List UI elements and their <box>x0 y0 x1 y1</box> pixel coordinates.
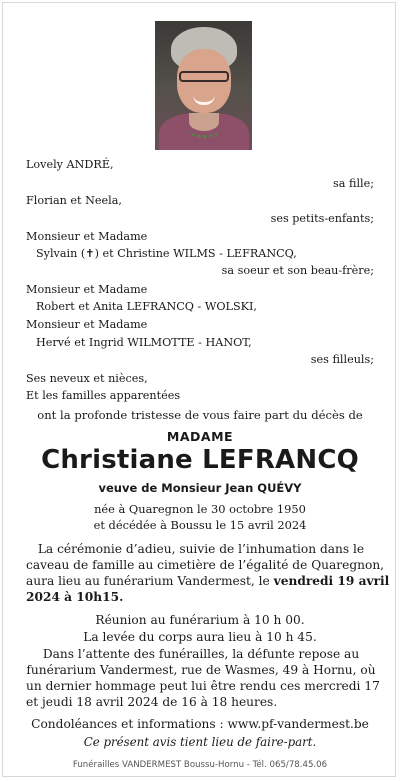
funeral-home-footer: Funérailles VANDERMEST Boussu-Hornu - Tél. 065/78.45.06 <box>72 760 328 770</box>
ceremony-date: vendredi 19 avril <box>273 574 390 588</box>
ceremony-line-2: caveau de famille au cimetière de l’égalité de Quaregnon, <box>26 558 385 572</box>
ceremony-line-1: La cérémonie d’adieu, suivie de l’inhumation dans le <box>37 542 365 556</box>
family-line-3: Florian et Neela, <box>26 194 122 207</box>
honorific: MADAME <box>166 429 234 444</box>
notice-text: Ce présent avis tient lieu de faire-part. <box>83 735 317 749</box>
family-line-10: Monsieur et Madame <box>26 318 148 331</box>
ceremony-paragraph <box>26 541 390 605</box>
condolences-text: Condoléances et informations : www.pf-vandermest.be <box>31 717 369 731</box>
ceremony-line-3 <box>26 573 390 589</box>
photo-necklace <box>187 121 221 138</box>
announcement-text: ont la profonde tristesse de vous faire part du décès de <box>37 408 363 422</box>
family-line-13: Ses neveux et nièces, <box>26 372 148 385</box>
family-line-12: ses filleuls; <box>310 353 374 366</box>
portrait-photo <box>155 21 252 150</box>
visitation-paragraph <box>26 646 380 710</box>
death-text: et décédée à Boussu le 15 avril 2024 <box>93 518 307 532</box>
visitation-line-1: Dans l’attente des funérailles, la défunte repose au <box>42 647 360 661</box>
widow-of-text: veuve de Monsieur Jean QUÉVY <box>98 481 302 495</box>
ceremony-line-4 <box>26 589 376 605</box>
family-line-1: Lovely ANDRÉ, <box>26 158 114 171</box>
family-line-7: sa soeur et son beau-frère; <box>221 264 374 277</box>
ceremony-line-3-text: aura lieu au funérarium Vandermest, le <box>26 574 274 588</box>
meeting-text: Réunion au funérarium à 10 h 00. <box>95 613 305 627</box>
removal-text: La levée du corps aura lieu à 10 h 45. <box>83 630 317 644</box>
family-line-2: sa fille; <box>333 177 374 190</box>
ceremony-time: 2024 à 10h15. <box>26 590 124 604</box>
birth-text: née à Quaregnon le 30 octobre 1950 <box>94 502 306 516</box>
visitation-line-3: un dernier hommage peut lui être rendu ces mercredi 17 <box>26 679 380 693</box>
family-line-6: Sylvain (✝) et Christine WILMS - LEFRANCQ, <box>36 247 297 260</box>
family-line-14: Et les familles apparentées <box>26 389 181 402</box>
family-line-11: Hervé et Ingrid WILMOTTE - HANOT, <box>36 336 252 349</box>
photo-glasses <box>179 71 229 82</box>
family-line-9: Robert et Anita LEFRANCQ - WOLSKI, <box>36 300 257 313</box>
visitation-line-2: funérarium Vandermest, rue de Wasmes, 49 à Hornu, où <box>26 663 376 677</box>
family-line-4: ses petits-enfants; <box>270 212 374 225</box>
family-line-8: Monsieur et Madame <box>26 283 148 296</box>
deceased-name: Christiane LEFRANCQ <box>41 445 359 475</box>
family-line-5: Monsieur et Madame <box>26 230 148 243</box>
visitation-line-4: et jeudi 18 avril 2024 de 16 à 18 heures. <box>26 695 278 709</box>
